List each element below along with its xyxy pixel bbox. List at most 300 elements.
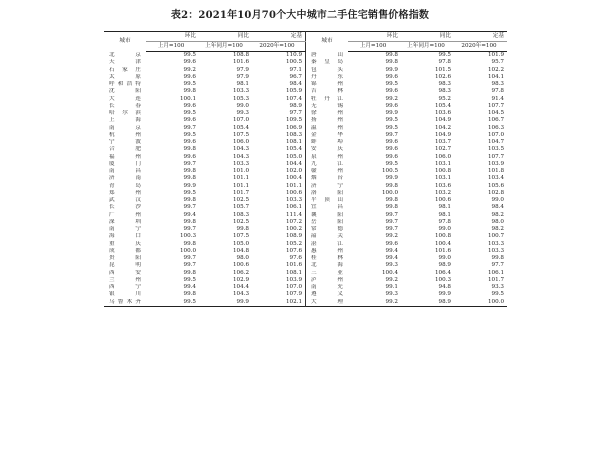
base-index-cell: 97.6 <box>252 255 306 262</box>
base-index-cell: 98.2 <box>491 211 504 218</box>
yoy-index-cell: 104.8 <box>232 247 249 254</box>
city-name-cell: 遵 义 <box>311 291 343 298</box>
yoy-index-cell: 97.9 <box>236 66 249 73</box>
mom-index-cell: 99.8 <box>385 59 398 66</box>
table-row <box>104 262 507 269</box>
yoy-index-cell: 103.2 <box>434 189 451 196</box>
table-row <box>104 154 507 161</box>
yoy-index-cell: 108.8 <box>232 52 249 59</box>
base-index-cell: 111.4 <box>252 212 306 219</box>
city-name-cell: 北 京 <box>109 51 141 58</box>
mom-index-cell: 99.7 <box>183 255 196 262</box>
yoy-index-cell: 98.0 <box>236 255 249 262</box>
base-index-cell: 101.1 <box>252 183 306 190</box>
mom-index-cell: 99.8 <box>385 204 398 211</box>
city-name-cell: 广 州 <box>109 211 141 218</box>
base-index-cell: 104.1 <box>487 73 504 80</box>
table-row <box>104 96 507 103</box>
city-name-cell: 深 圳 <box>109 218 141 225</box>
city-name-cell: 金 华 <box>311 131 343 138</box>
table-row <box>104 175 507 182</box>
city-name-cell: 海 口 <box>109 233 141 240</box>
base-index-cell: 91.4 <box>491 95 504 102</box>
mom-index-cell: 99.1 <box>385 284 398 291</box>
base-index-cell: 103.3 <box>252 197 306 204</box>
city-name-cell: 北 海 <box>311 262 343 269</box>
city-name-cell: 大 理 <box>311 298 343 305</box>
mom-index-cell: 99.2 <box>385 298 398 305</box>
city-name-cell: 银 川 <box>109 291 141 298</box>
city-name-cell: 南 充 <box>311 284 343 291</box>
city-name-cell: 锦 州 <box>311 81 343 88</box>
city-name-cell: 成 都 <box>109 247 141 254</box>
yoy-index-cell: 104.9 <box>434 131 451 138</box>
table-row <box>104 183 507 190</box>
mom-index-cell: 99.8 <box>183 240 196 247</box>
base-index-cell: 101.8 <box>487 168 504 175</box>
yoy-index-cell: 107.0 <box>232 117 249 124</box>
yoy-index-cell: 97.9 <box>236 73 249 80</box>
base-index-cell: 100.5 <box>252 59 306 66</box>
mom-index-cell: 99.3 <box>385 291 398 298</box>
base-index-cell: 102.1 <box>252 299 306 307</box>
city-name-cell: 青 岛 <box>109 182 141 189</box>
table-row <box>104 67 507 74</box>
mom-index-cell: 99.8 <box>183 168 196 175</box>
yoy-index-cell: 100.8 <box>434 233 451 240</box>
base-index-cell: 102.2 <box>487 66 504 73</box>
yoy-index-cell: 98.9 <box>438 298 451 305</box>
mom-index-cell: 99.6 <box>385 73 398 80</box>
mom-index-cell: 99.8 <box>385 182 398 189</box>
yoy-index-cell: 101.7 <box>232 189 249 196</box>
yoy-index-cell: 104.9 <box>434 117 451 124</box>
mom-index-cell: 99.5 <box>183 276 196 283</box>
mom-index-cell: 99.5 <box>183 81 196 88</box>
mom-index-cell: 99.6 <box>385 240 398 247</box>
yoy-index-cell: 99.9 <box>236 298 249 305</box>
table-row <box>104 197 507 204</box>
mom-index-cell: 99.8 <box>183 197 196 204</box>
col-header-base-right: 定基 <box>454 32 507 42</box>
city-name-cell: 平顶山 <box>311 197 343 204</box>
city-name-cell: 郑 州 <box>109 189 141 196</box>
col-subheader-mom-left: 上月=100 <box>146 42 199 52</box>
city-name-cell: 温 州 <box>311 124 343 131</box>
yoy-index-cell: 102.7 <box>434 146 451 153</box>
city-name-cell: 三 亚 <box>311 269 343 276</box>
mom-index-cell: 99.5 <box>385 160 398 167</box>
yoy-index-cell: 107.5 <box>232 233 249 240</box>
yoy-index-cell: 98.9 <box>438 262 451 269</box>
yoy-index-cell: 100.6 <box>232 262 249 269</box>
city-name-cell: 济 南 <box>109 175 141 182</box>
city-name-cell: 韶 关 <box>311 233 343 240</box>
col-subheader-yoy-right: 上年同月=100 <box>401 42 454 52</box>
base-index-cell: 98.3 <box>491 81 504 88</box>
city-name-cell: 九 江 <box>311 160 343 167</box>
city-name-cell: 常 德 <box>311 226 343 233</box>
mom-index-cell: 100.3 <box>179 233 196 240</box>
mom-index-cell: 99.6 <box>385 153 398 160</box>
yoy-index-cell: 105.4 <box>434 102 451 109</box>
yoy-index-cell: 97.8 <box>438 218 451 225</box>
mom-index-cell: 99.8 <box>183 269 196 276</box>
city-name-cell: 济 宁 <box>311 182 343 189</box>
table-row <box>104 146 507 153</box>
yoy-index-cell: 106.2 <box>232 269 249 276</box>
yoy-index-cell: 101.6 <box>434 247 451 254</box>
mom-index-cell: 99.5 <box>385 124 398 131</box>
base-index-cell: 98.4 <box>491 204 504 211</box>
city-name-cell: 湛 江 <box>311 240 343 247</box>
city-name-cell: 赣 州 <box>311 168 343 175</box>
mom-index-cell: 99.4 <box>183 211 196 218</box>
table-row <box>104 255 507 262</box>
city-name-cell: 蚌 埠 <box>311 139 343 146</box>
city-name-cell: 上 海 <box>109 117 141 124</box>
base-index-cell: 106.1 <box>487 269 504 276</box>
city-name-cell: 长 春 <box>109 102 141 109</box>
table-row <box>104 233 507 240</box>
yoy-index-cell: 98.1 <box>438 204 451 211</box>
city-name-cell: 西 宁 <box>109 284 141 291</box>
table-row <box>104 139 507 146</box>
city-name-cell: 牡丹江 <box>311 95 343 102</box>
mom-index-cell: 99.8 <box>183 218 196 225</box>
yoy-index-cell: 104.3 <box>232 291 249 298</box>
base-index-cell: 108.1 <box>252 270 306 277</box>
table-body <box>104 52 507 307</box>
base-index-cell: 104.4 <box>252 161 306 168</box>
mom-index-cell: 99.6 <box>183 59 196 66</box>
mom-index-cell: 99.5 <box>183 189 196 196</box>
yoy-index-cell: 102.6 <box>434 73 451 80</box>
mom-index-cell: 99.6 <box>183 102 196 109</box>
yoy-index-cell: 106.0 <box>232 139 249 146</box>
table-row <box>104 52 507 60</box>
base-index-cell: 103.3 <box>487 247 504 254</box>
mom-index-cell: 99.2 <box>385 233 398 240</box>
city-name-cell: 沈 阳 <box>109 88 141 95</box>
city-name-cell: 洛 阳 <box>311 189 343 196</box>
base-index-cell: 104.5 <box>487 110 504 117</box>
mom-index-cell: 99.9 <box>385 110 398 117</box>
city-name-cell: 烟 台 <box>311 175 343 182</box>
mom-index-cell: 100.0 <box>381 189 398 196</box>
yoy-index-cell: 100.8 <box>434 168 451 175</box>
price-index-table <box>104 31 507 307</box>
table-row <box>104 212 507 219</box>
yoy-index-cell: 101.6 <box>232 59 249 66</box>
mom-index-cell: 100.1 <box>179 95 196 102</box>
table-row <box>104 117 507 124</box>
base-index-cell: 100.7 <box>487 233 504 240</box>
base-index-cell: 102.0 <box>252 168 306 175</box>
base-index-cell: 97.7 <box>252 110 306 117</box>
mom-index-cell: 99.6 <box>183 139 196 146</box>
yoy-index-cell: 102.5 <box>232 197 249 204</box>
mom-index-cell: 99.8 <box>183 291 196 298</box>
city-name-cell: 合 肥 <box>109 146 141 153</box>
city-name-cell: 西 安 <box>109 269 141 276</box>
base-index-cell: 106.1 <box>252 204 306 211</box>
yoy-index-cell: 100.4 <box>434 240 451 247</box>
city-name-cell: 秦皇岛 <box>311 59 343 66</box>
mom-index-cell: 99.5 <box>183 52 196 59</box>
mom-index-cell: 99.3 <box>385 262 398 269</box>
mom-index-cell: 99.6 <box>183 117 196 124</box>
col-header-city-right: 城市 <box>321 38 333 45</box>
mom-index-cell: 99.6 <box>183 153 196 160</box>
yoy-index-cell: 107.5 <box>232 131 249 138</box>
city-name-cell: 厦 门 <box>109 160 141 167</box>
mom-index-cell: 99.9 <box>385 66 398 73</box>
city-name-cell: 武 汉 <box>109 197 141 204</box>
base-index-cell: 107.7 <box>487 153 504 160</box>
city-name-cell: 襄 阳 <box>311 211 343 218</box>
table-row <box>104 284 507 291</box>
city-name-cell: 丹 东 <box>311 73 343 80</box>
base-index-cell: 98.0 <box>491 218 504 225</box>
table-row <box>104 161 507 168</box>
city-name-cell: 哈尔滨 <box>109 110 141 117</box>
base-index-cell: 98.9 <box>252 103 306 110</box>
col-header-base-left: 定基 <box>252 32 306 42</box>
yoy-index-cell: 99.0 <box>236 102 249 109</box>
yoy-index-cell: 106.4 <box>434 269 451 276</box>
mom-index-cell: 99.7 <box>183 124 196 131</box>
city-name-cell: 宜 昌 <box>311 204 343 211</box>
table-row <box>104 299 507 307</box>
base-index-cell: 100.4 <box>252 175 306 182</box>
base-index-cell: 104.7 <box>487 139 504 146</box>
mom-index-cell: 99.9 <box>385 175 398 182</box>
city-name-cell: 昆 明 <box>109 262 141 269</box>
city-name-cell: 长 沙 <box>109 204 141 211</box>
yoy-index-cell: 102.9 <box>232 276 249 283</box>
table-row <box>104 110 507 117</box>
base-index-cell: 93.3 <box>491 284 504 291</box>
mom-index-cell: 99.7 <box>385 218 398 225</box>
base-index-cell: 107.0 <box>487 131 504 138</box>
city-name-cell: 石家庄 <box>109 66 141 73</box>
col-header-mom-right: 环比 <box>348 32 401 42</box>
base-index-cell: 107.2 <box>252 219 306 226</box>
mom-index-cell: 99.7 <box>183 262 196 269</box>
base-index-cell: 109.5 <box>252 117 306 124</box>
yoy-index-cell: 105.7 <box>232 204 249 211</box>
mom-index-cell: 99.5 <box>385 81 398 88</box>
city-name-cell: 南 昌 <box>109 168 141 175</box>
mom-index-cell: 99.7 <box>183 160 196 167</box>
base-index-cell: 107.4 <box>252 96 306 103</box>
base-index-cell: 100.6 <box>252 190 306 197</box>
yoy-index-cell: 106.0 <box>434 153 451 160</box>
base-index-cell: 99.8 <box>491 255 504 262</box>
yoy-index-cell: 97.8 <box>438 59 451 66</box>
yoy-index-cell: 105.4 <box>232 124 249 131</box>
base-index-cell: 96.7 <box>252 74 306 81</box>
city-name-cell: 徐 州 <box>311 110 343 117</box>
mom-index-cell: 99.6 <box>385 146 398 153</box>
table-row <box>104 74 507 81</box>
mom-index-cell: 100.0 <box>179 247 196 254</box>
city-name-cell: 天 津 <box>109 59 141 66</box>
table-row <box>104 125 507 132</box>
yoy-index-cell: 100.3 <box>434 276 451 283</box>
base-index-cell: 105.0 <box>252 154 306 161</box>
mom-index-cell: 99.5 <box>183 110 196 117</box>
base-index-cell: 97.1 <box>252 67 306 74</box>
city-name-cell: 大 连 <box>109 95 141 102</box>
base-index-cell: 106.7 <box>487 117 504 124</box>
base-index-cell: 99.5 <box>491 291 504 298</box>
yoy-index-cell: 103.3 <box>232 160 249 167</box>
yoy-index-cell: 101.1 <box>232 175 249 182</box>
mom-index-cell: 99.5 <box>183 298 196 305</box>
city-name-cell: 扬 州 <box>311 117 343 124</box>
base-index-cell: 97.7 <box>491 262 504 269</box>
city-name-cell: 岳 阳 <box>311 218 343 225</box>
col-header-yoy-left: 同比 <box>199 32 252 42</box>
base-index-cell: 95.7 <box>491 59 504 66</box>
yoy-index-cell: 99.5 <box>438 52 451 59</box>
yoy-index-cell: 99.9 <box>438 291 451 298</box>
base-index-cell: 102.8 <box>487 189 504 196</box>
col-header-yoy-right: 同比 <box>401 32 454 42</box>
city-name-cell: 桂 林 <box>311 255 343 262</box>
city-name-cell: 无 锡 <box>311 102 343 109</box>
city-name-cell: 福 州 <box>109 153 141 160</box>
base-index-cell: 107.9 <box>252 291 306 298</box>
mom-index-cell: 99.4 <box>385 255 398 262</box>
base-index-cell: 107.7 <box>487 102 504 109</box>
base-index-cell: 103.9 <box>487 160 504 167</box>
table-row <box>104 103 507 110</box>
yoy-index-cell: 103.1 <box>434 160 451 167</box>
city-name-cell: 包 头 <box>311 66 343 73</box>
yoy-index-cell: 99.0 <box>438 255 451 262</box>
yoy-index-cell: 104.3 <box>232 146 249 153</box>
yoy-index-cell: 103.1 <box>434 175 451 182</box>
mom-index-cell: 99.6 <box>183 73 196 80</box>
base-index-cell: 97.8 <box>491 88 504 95</box>
col-header-mom-left: 环比 <box>146 32 199 42</box>
city-name-cell: 唐 山 <box>311 51 343 58</box>
mom-index-cell: 99.4 <box>385 247 398 254</box>
mom-index-cell: 99.9 <box>183 182 196 189</box>
base-index-cell: 101.7 <box>487 276 504 283</box>
table-title: 表2：2021年10月70个大中城市二手住宅销售价格指数 <box>170 10 430 21</box>
mom-index-cell: 99.8 <box>183 146 196 153</box>
mom-index-cell: 99.4 <box>183 284 196 291</box>
base-index-cell: 101.6 <box>252 262 306 269</box>
table-row <box>104 277 507 284</box>
base-index-cell: 106.3 <box>487 124 504 131</box>
yoy-index-cell: 104.3 <box>232 153 249 160</box>
yoy-index-cell: 104.2 <box>434 124 451 131</box>
city-name-cell: 重 庆 <box>109 240 141 247</box>
yoy-index-cell: 99.3 <box>236 110 249 117</box>
base-index-cell: 101.9 <box>487 52 504 59</box>
mom-index-cell: 99.2 <box>183 66 196 73</box>
mom-index-cell: 99.5 <box>385 117 398 124</box>
yoy-index-cell: 95.2 <box>438 95 451 102</box>
base-index-cell: 105.4 <box>252 146 306 153</box>
yoy-index-cell: 101.1 <box>232 182 249 189</box>
base-index-cell: 98.2 <box>491 226 504 233</box>
yoy-index-cell: 98.1 <box>236 81 249 88</box>
table-row <box>104 291 507 298</box>
table-row <box>104 248 507 255</box>
table-row <box>104 59 507 66</box>
mom-index-cell: 99.5 <box>183 131 196 138</box>
yoy-index-cell: 105.3 <box>232 95 249 102</box>
mom-index-cell: 100.5 <box>381 168 398 175</box>
city-name-cell: 安 庆 <box>311 146 343 153</box>
yoy-index-cell: 100.6 <box>434 197 451 204</box>
mom-index-cell: 99.6 <box>385 102 398 109</box>
yoy-index-cell: 102.5 <box>232 218 249 225</box>
table-row <box>104 219 507 226</box>
mom-index-cell: 99.8 <box>385 52 398 59</box>
col-subheader-yoy-left: 上年同月=100 <box>199 42 252 52</box>
yoy-index-cell: 99.0 <box>438 226 451 233</box>
base-index-cell: 110.9 <box>252 52 306 60</box>
city-name-cell: 太 原 <box>109 73 141 80</box>
mom-index-cell: 99.8 <box>183 175 196 182</box>
yoy-index-cell: 99.8 <box>236 226 249 233</box>
base-index-cell: 105.9 <box>252 88 306 95</box>
base-index-cell: 103.4 <box>487 175 504 182</box>
yoy-index-cell: 98.3 <box>438 88 451 95</box>
table-row <box>104 270 507 277</box>
yoy-index-cell: 108.3 <box>232 211 249 218</box>
base-index-cell: 107.6 <box>252 248 306 255</box>
yoy-index-cell: 98.3 <box>438 81 451 88</box>
mom-index-cell: 99.7 <box>385 131 398 138</box>
base-index-cell: 105.6 <box>487 182 504 189</box>
base-index-cell: 108.9 <box>252 233 306 240</box>
base-index-cell: 103.5 <box>487 146 504 153</box>
col-subheader-base-right: 2020年=100 <box>454 42 507 52</box>
table-row <box>104 132 507 139</box>
city-name-cell: 呼和浩特 <box>109 81 141 88</box>
table-row <box>104 226 507 233</box>
city-name-cell: 兰 州 <box>109 276 141 283</box>
base-index-cell: 100.0 <box>487 298 504 305</box>
yoy-index-cell: 103.7 <box>434 139 451 146</box>
yoy-index-cell: 105.0 <box>232 240 249 247</box>
base-index-cell: 106.9 <box>252 125 306 132</box>
base-index-cell: 108.3 <box>252 132 306 139</box>
city-name-cell: 泸 州 <box>311 276 343 283</box>
table-row <box>104 88 507 95</box>
mom-index-cell: 99.2 <box>385 95 398 102</box>
base-index-cell: 105.2 <box>252 241 306 248</box>
col-subheader-mom-right: 上月=100 <box>348 42 401 52</box>
yoy-index-cell: 101.0 <box>232 168 249 175</box>
base-index-cell: 103.3 <box>487 240 504 247</box>
base-index-cell: 107.0 <box>252 284 306 291</box>
mom-index-cell: 99.6 <box>385 88 398 95</box>
city-name-cell: 惠 州 <box>311 247 343 254</box>
table-row <box>104 168 507 175</box>
city-name-cell: 宁 波 <box>109 139 141 146</box>
city-name-cell: 吉 林 <box>311 88 343 95</box>
base-index-cell: 108.1 <box>252 139 306 146</box>
